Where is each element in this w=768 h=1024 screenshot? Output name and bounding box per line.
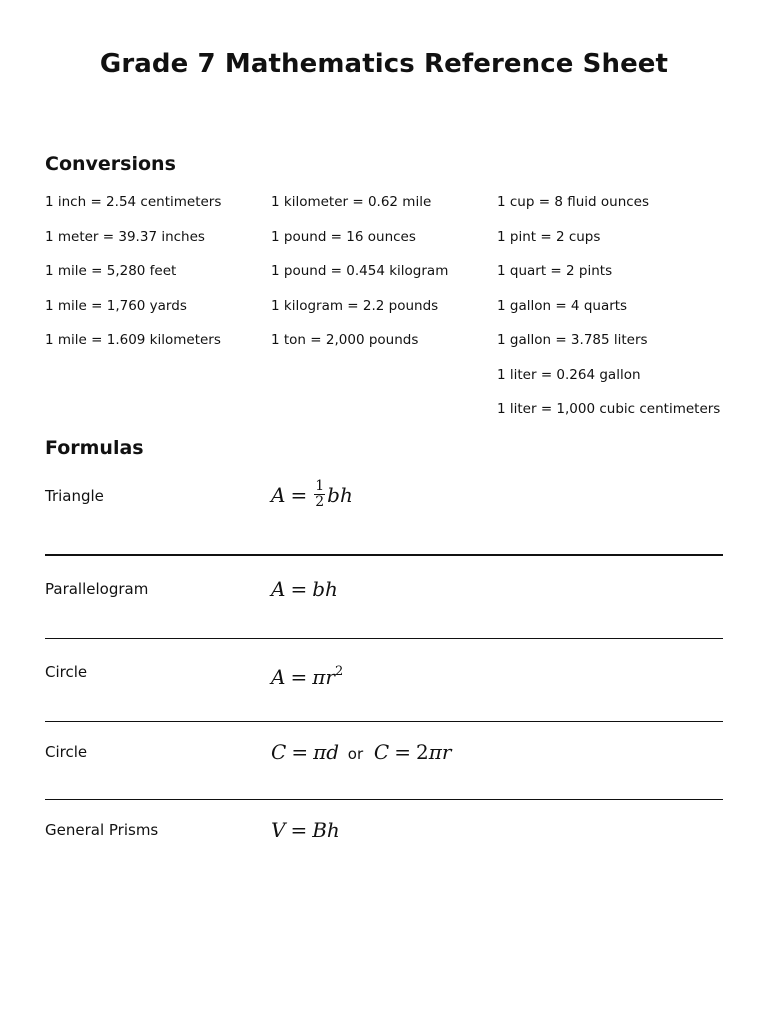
formula-expression: C = πd or C = 2πr (271, 740, 452, 764)
conversion-item: 1 quart = 2 pints (497, 263, 613, 279)
conversion-item: 1 meter = 39.37 inches (45, 228, 205, 245)
conversion-item: 1 kilogram = 2.2 pounds (271, 297, 439, 314)
divider (45, 638, 723, 639)
conversions-heading: Conversions (45, 153, 176, 175)
conversion-item: 1 mile = 1,760 yards (45, 297, 187, 314)
conversion-item: 1 pound = 0.454 kilogram (271, 263, 449, 279)
conversion-item: 1 liter = 0.264 gallon (497, 366, 641, 383)
shape-name: General Prisms (45, 821, 159, 839)
shape-name: Circle (45, 663, 88, 681)
conversion-item: 1 ton = 2,000 pounds (271, 332, 419, 348)
conversion-item: 1 mile = 1.609 kilometers (45, 332, 221, 348)
formula-expression: V = Bh (271, 818, 340, 842)
fraction-one-half: $\frac{1}{2}$ (315, 478, 325, 510)
conversions-column-length (45, 190, 221, 363)
conversion-item: 1 gallon = 4 quarts (497, 297, 628, 314)
formulas-heading: Formulas (45, 437, 144, 459)
page-title: Grade 7 Mathematics Reference Sheet (99, 49, 669, 79)
shape-name: Circle (45, 743, 88, 761)
shape-name: Triangle (45, 487, 104, 505)
conversion-item: 1 pound = 16 ounces (271, 228, 416, 245)
conversion-item: 1 pint = 2 cups (497, 228, 601, 245)
conversion-item: 1 kilometer = 0.62 mile (271, 194, 432, 210)
conversions-column-volume (497, 190, 720, 432)
conversion-item: 1 liter = 1,000 cubic centimeters (497, 401, 721, 417)
conversion-item: 1 gallon = 3.785 liters (497, 332, 648, 348)
conversion-item: 1 mile = 5,280 feet (45, 263, 177, 279)
conversion-item: 1 cup = 8 fluid ounces (497, 194, 650, 210)
divider (45, 554, 723, 556)
divider (45, 721, 723, 722)
conversion-item: 1 inch = 2.54 centimeters (45, 194, 222, 210)
conversions-column-mass (271, 190, 448, 363)
divider (45, 799, 723, 800)
formula-expression: A = $\frac{1}{2}$ bh (271, 478, 353, 510)
formula-expression: $A = \pi r^2$ (271, 664, 344, 689)
formula-expression: A = bh (271, 577, 338, 601)
shape-name: Parallelogram (45, 580, 149, 598)
